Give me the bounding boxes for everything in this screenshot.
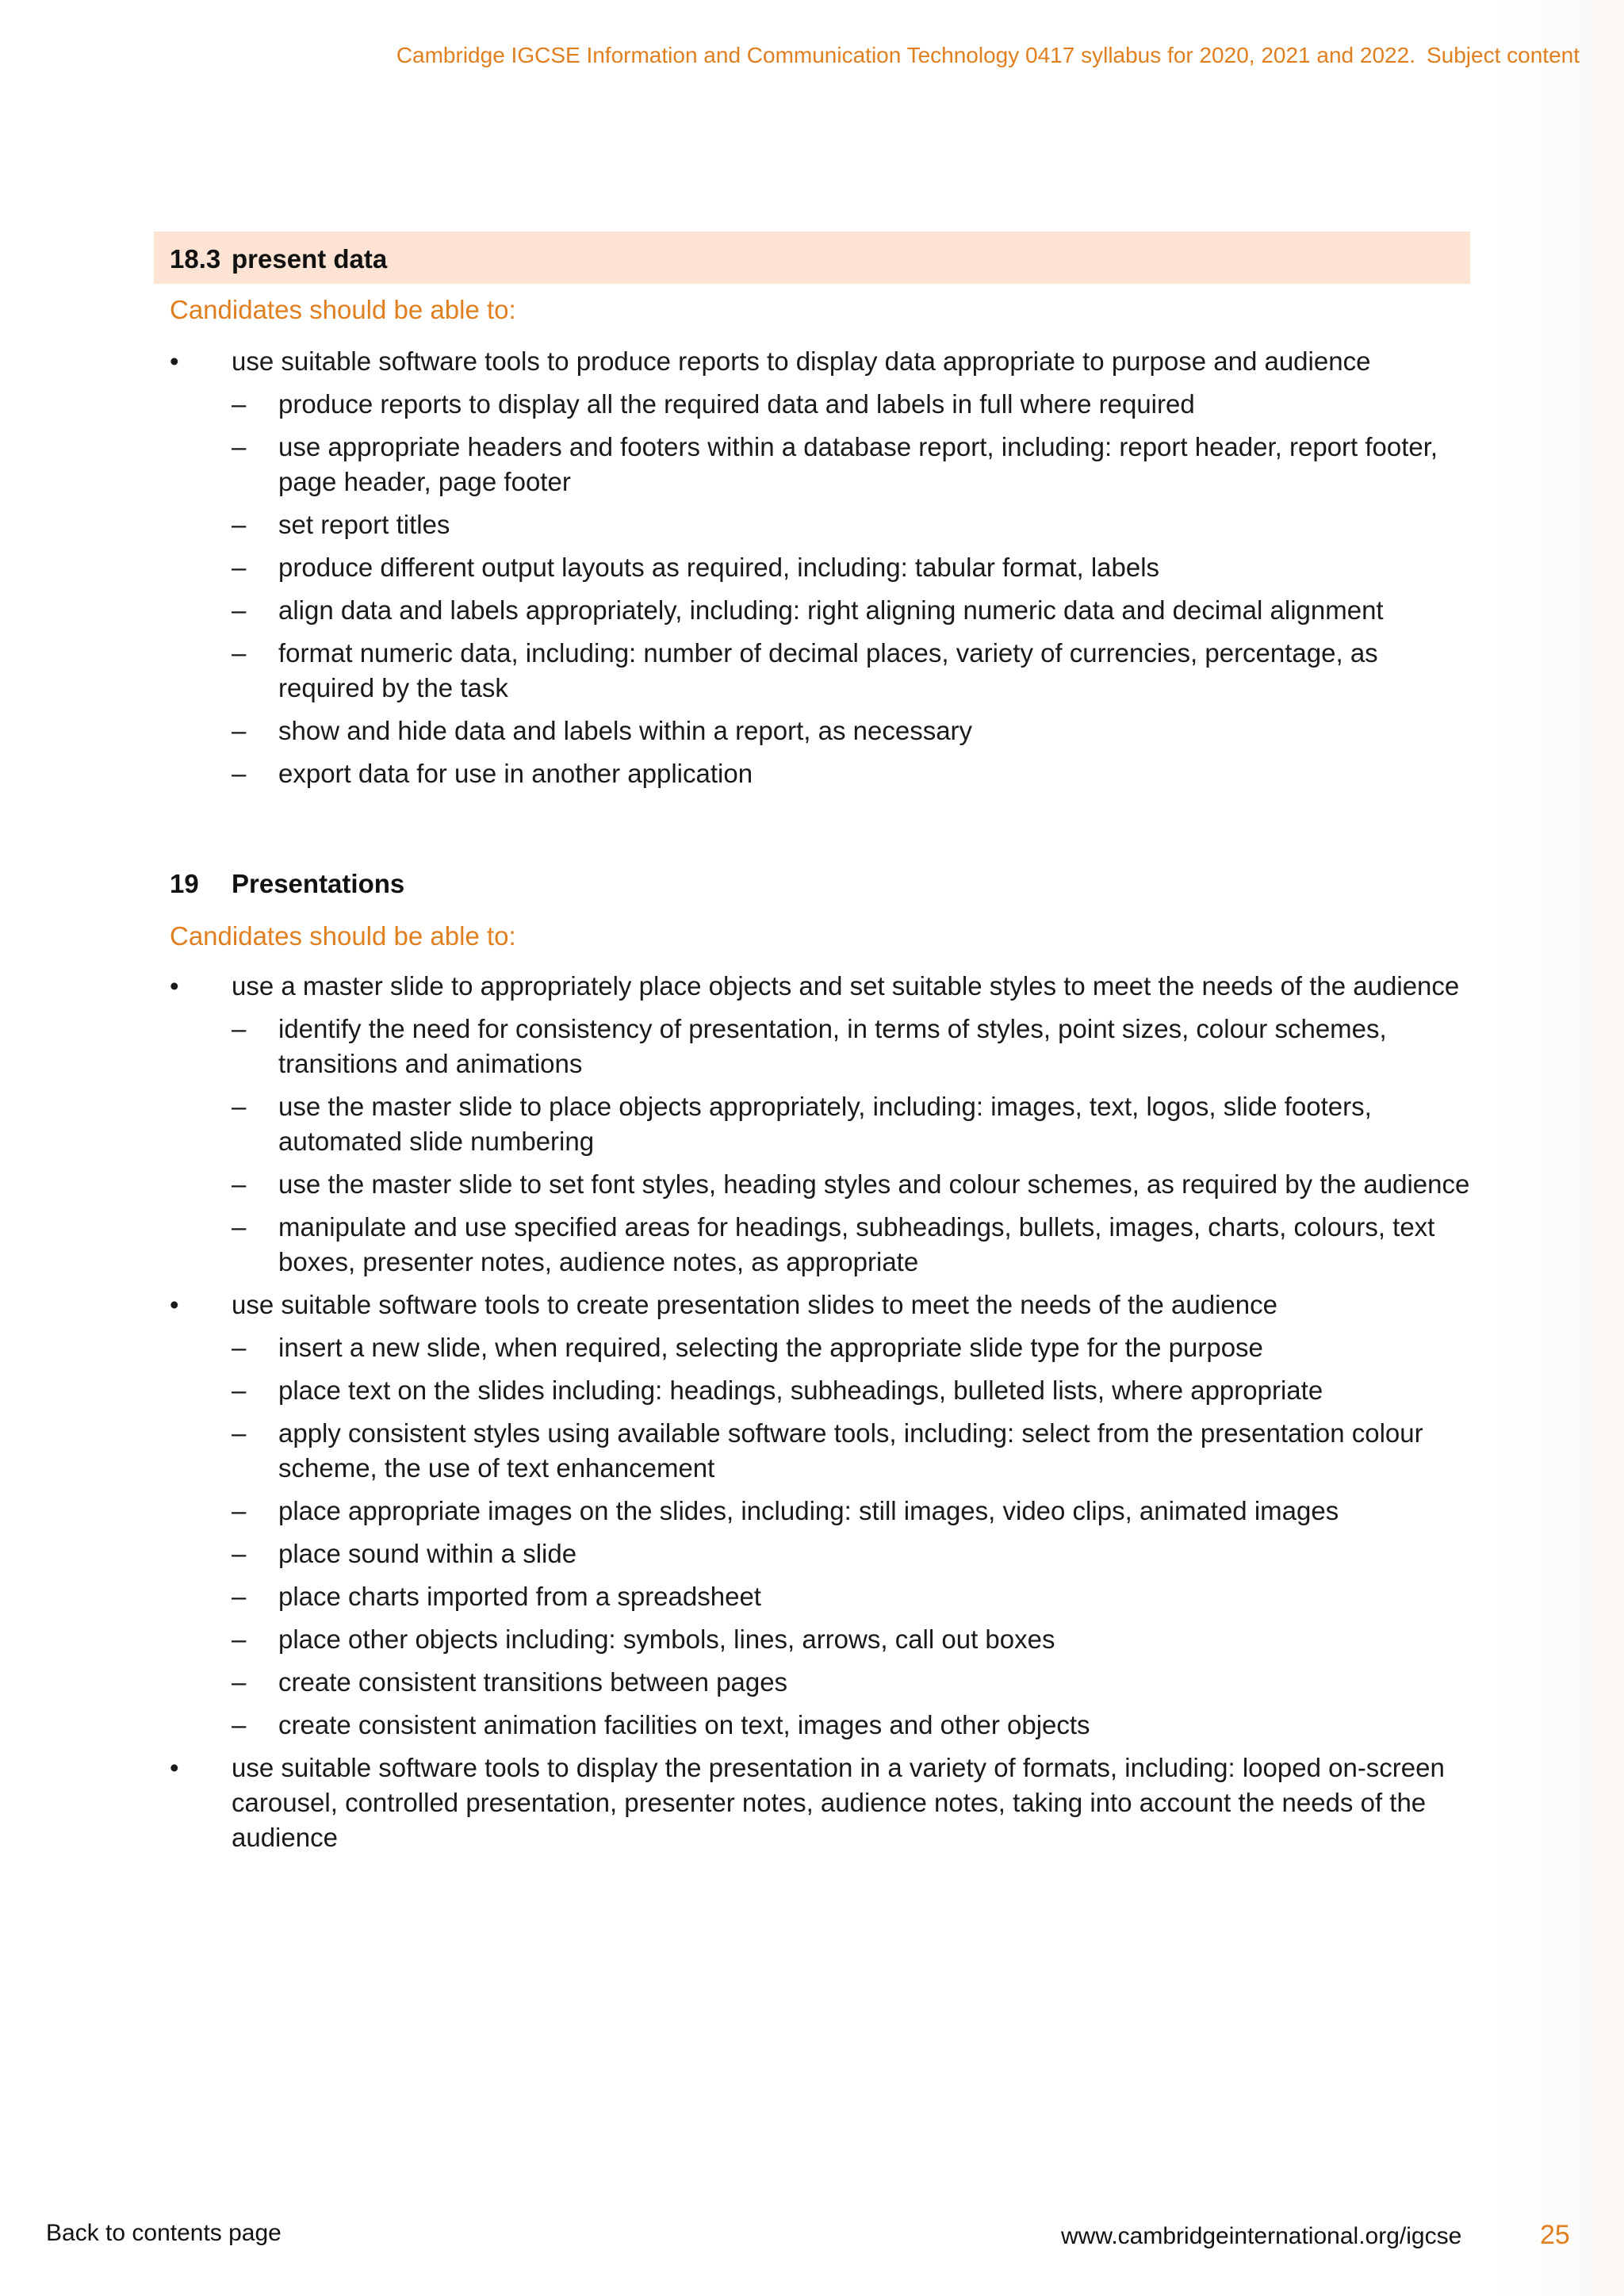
page-edge-shade bbox=[1491, 0, 1624, 2296]
sub-list-item-text: place charts imported from a spreadsheet bbox=[278, 1582, 761, 1611]
sub-list-item-text: create consistent transitions between pages bbox=[278, 1667, 788, 1697]
sub-list-item bbox=[232, 1579, 1470, 1614]
bullet-icon: • bbox=[170, 971, 179, 1001]
dash-icon: – bbox=[232, 510, 247, 539]
running-header-section: Subject content bbox=[1426, 43, 1580, 67]
section-number: 18.3 bbox=[170, 244, 221, 274]
dash-icon: – bbox=[232, 1092, 247, 1121]
list-item bbox=[170, 344, 1470, 791]
dash-icon: – bbox=[232, 553, 247, 582]
section-19-heading bbox=[170, 869, 404, 899]
sub-list-item-text: format numeric data, including: number of decimal places, variety of currencies, percentage, as required by the task bbox=[278, 638, 1378, 702]
bullet-icon: • bbox=[170, 346, 179, 376]
list-item-text: use a master slide to appropriately place objects and set suitable styles to meet the needs of the audience bbox=[232, 971, 1460, 1001]
sub-list-item bbox=[232, 550, 1470, 585]
sub-list-item-text: use the master slide to set font styles, heading styles and colour schemes, as required by the audience bbox=[278, 1169, 1470, 1199]
dash-icon: – bbox=[232, 1539, 247, 1568]
list-item bbox=[170, 1288, 1470, 1743]
sub-list-item bbox=[232, 636, 1470, 706]
sub-list bbox=[232, 387, 1470, 791]
dash-icon: – bbox=[232, 1169, 247, 1199]
sub-list-item-text: export data for use in another application bbox=[278, 759, 753, 788]
sub-list-item-text: use appropriate headers and footers within a database report, including: report header, report footer, page header, page footer bbox=[278, 432, 1438, 496]
back-to-contents-link[interactable]: Back to contents page bbox=[46, 2220, 282, 2246]
sub-list-item bbox=[232, 1622, 1470, 1657]
dash-icon: – bbox=[232, 1624, 247, 1654]
sub-list-item-text: align data and labels appropriately, including: right aligning numeric data and decimal alignment bbox=[278, 595, 1384, 625]
dash-icon: – bbox=[232, 1333, 247, 1362]
sub-list-item-text: place text on the slides including: headings, subheadings, bulleted lists, where appropriate bbox=[278, 1376, 1323, 1405]
sub-list bbox=[232, 1330, 1470, 1743]
dash-icon: – bbox=[232, 1212, 247, 1242]
dash-icon: – bbox=[232, 1667, 247, 1697]
sub-list-item bbox=[232, 714, 1470, 748]
sub-list-item-text: insert a new slide, when required, selecting the appropriate slide type for the purpose bbox=[278, 1333, 1263, 1362]
sub-list-item-text: manipulate and use specified areas for headings, subheadings, bullets, images, charts, colours, text boxes, presenter notes, audience notes, as appropriate bbox=[278, 1212, 1435, 1276]
sub-list-item bbox=[232, 1494, 1470, 1529]
sub-list-item bbox=[232, 1665, 1470, 1700]
dash-icon: – bbox=[232, 389, 247, 419]
bullet-icon: • bbox=[170, 1290, 179, 1319]
sub-list bbox=[232, 1012, 1470, 1280]
sub-list-item-text: show and hide data and labels within a report, as necessary bbox=[278, 716, 973, 745]
page-number: 25 bbox=[1540, 2220, 1570, 2250]
sub-list-item bbox=[232, 387, 1470, 422]
sub-list-item bbox=[232, 1373, 1470, 1408]
sub-list-item bbox=[232, 593, 1470, 628]
dash-icon: – bbox=[232, 595, 247, 625]
sub-list-item bbox=[232, 1089, 1470, 1159]
sub-list-item-text: place sound within a slide bbox=[278, 1539, 577, 1568]
sub-list-item-text: identify the need for consistency of presentation, in terms of styles, point sizes, colour schemes, transitions and animations bbox=[278, 1014, 1387, 1078]
list-item bbox=[170, 1751, 1470, 1855]
sub-list-item-text: create consistent animation facilities on text, images and other objects bbox=[278, 1710, 1090, 1739]
sub-list-item-text: set report titles bbox=[278, 510, 450, 539]
dash-icon: – bbox=[232, 1710, 247, 1739]
sub-list-item bbox=[232, 430, 1470, 499]
dash-icon: – bbox=[232, 432, 247, 461]
list-item-text: use suitable software tools to produce reports to display data appropriate to purpose and audience bbox=[232, 346, 1371, 376]
sub-list-item bbox=[232, 1416, 1470, 1486]
section-18-3-heading-band bbox=[154, 232, 1470, 284]
sub-list-item-text: use the master slide to place objects appropriately, including: images, text, logos, slide footers, automated slide numbering bbox=[278, 1092, 1372, 1156]
dash-icon: – bbox=[232, 1376, 247, 1405]
bullet-icon: • bbox=[170, 1753, 179, 1782]
dash-icon: – bbox=[232, 716, 247, 745]
sub-list-item bbox=[232, 1210, 1470, 1280]
dash-icon: – bbox=[232, 1496, 247, 1525]
website-url-link[interactable]: www.cambridgeinternational.org/igcse bbox=[1061, 2223, 1462, 2249]
section-18-3-list bbox=[170, 344, 1470, 799]
sub-list-item-text: produce reports to display all the required data and labels in full where required bbox=[278, 389, 1195, 419]
section-title: Presentations bbox=[232, 869, 405, 898]
list-item-text: use suitable software tools to create presentation slides to meet the needs of the audience bbox=[232, 1290, 1277, 1319]
section-title: present data bbox=[232, 244, 388, 274]
sub-list-item bbox=[232, 1330, 1470, 1365]
section-19-list bbox=[170, 969, 1470, 1863]
sub-list-item bbox=[232, 756, 1470, 791]
dash-icon: – bbox=[232, 1582, 247, 1611]
running-header-title: Cambridge IGCSE Information and Communication Technology 0417 syllabus for 2020, 2021 and 2022. bbox=[396, 43, 1415, 67]
list-item bbox=[170, 969, 1470, 1280]
dash-icon: – bbox=[232, 1014, 247, 1043]
dash-icon: – bbox=[232, 638, 247, 668]
sub-list-item bbox=[232, 1536, 1470, 1571]
dash-icon: – bbox=[232, 759, 247, 788]
sub-list-item bbox=[232, 507, 1470, 542]
section-18-3-intro: Candidates should be able to: bbox=[170, 295, 516, 324]
section-number: 19 bbox=[170, 869, 199, 898]
sub-list-item bbox=[232, 1012, 1470, 1081]
running-header bbox=[396, 43, 1580, 68]
dash-icon: – bbox=[232, 1418, 247, 1448]
sub-list-item-text: apply consistent styles using available software tools, including: select from the presentation colour scheme, the use of text enhancement bbox=[278, 1418, 1423, 1483]
sub-list-item bbox=[232, 1708, 1470, 1743]
sub-list-item-text: place other objects including: symbols, lines, arrows, call out boxes bbox=[278, 1624, 1055, 1654]
sub-list-item-text: produce different output layouts as required, including: tabular format, labels bbox=[278, 553, 1160, 582]
sub-list-item-text: place appropriate images on the slides, including: still images, video clips, animated images bbox=[278, 1496, 1339, 1525]
section-19-intro: Candidates should be able to: bbox=[170, 921, 516, 951]
list-item-text: use suitable software tools to display the presentation in a variety of formats, including: looped on-screen carousel, controlled presentation, presenter notes, audience notes, taking into account the needs of the audience bbox=[232, 1753, 1445, 1852]
sub-list-item bbox=[232, 1167, 1470, 1202]
